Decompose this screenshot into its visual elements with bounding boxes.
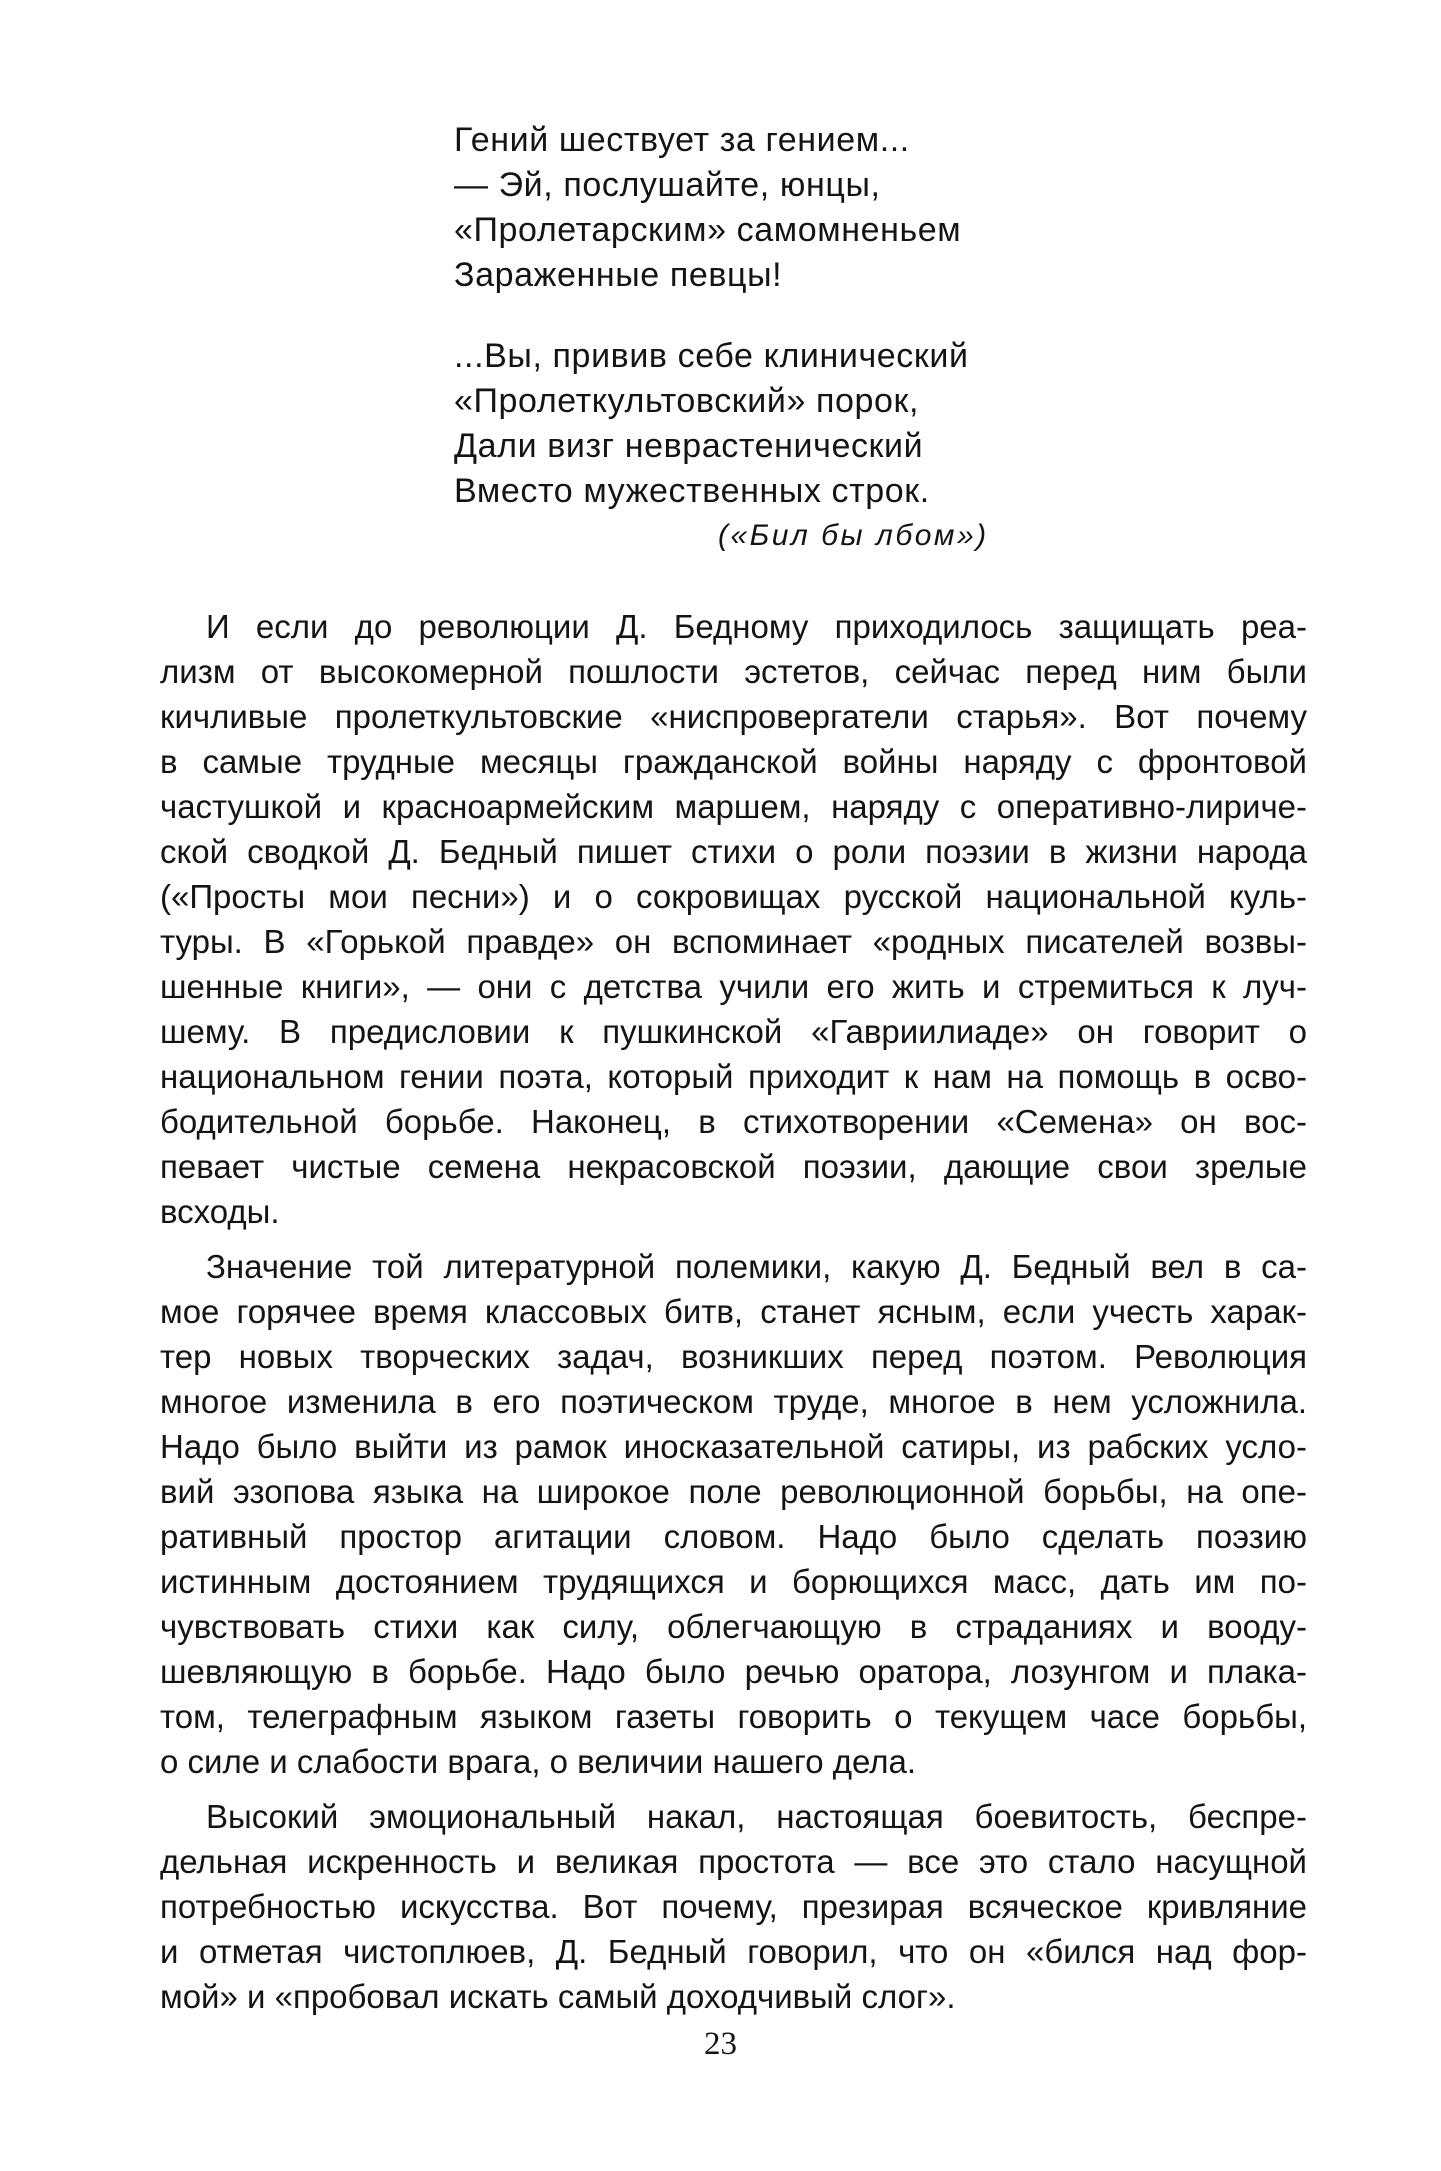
text-line: тер новых творческих задач, возникших перед поэтом. Революция: [160, 1338, 1307, 1375]
text-line: шему. В предисловии к пушкинской «Гавриилиаде» он говорит о: [160, 1013, 1307, 1050]
text-line: о силе и слабости врага, о величии нашего дела.: [160, 1743, 917, 1780]
poem-citation: («Бил бы лбом»): [718, 519, 989, 552]
paragraph: [160, 1244, 1307, 1784]
poem-line: Зараженные певцы!: [454, 256, 783, 294]
poem-line: ...Вы, привив себе клинический: [454, 337, 969, 375]
text-line: («Просты мои песни») и о сокровищах русской национальной куль-: [160, 878, 1307, 915]
text-line: кичливые пролеткультовские «ниспровергатели старья». Вот почему: [160, 698, 1307, 735]
page-number: 23: [704, 2026, 737, 2062]
poem-line: — Эй, послушайте, юнцы,: [454, 166, 881, 204]
text-line: шенные книги», — они с детства учили его жить и стремиться к луч-: [160, 968, 1307, 1005]
body-text: [160, 604, 1307, 2029]
text-line: Значение той литературной полемики, какую Д. Бедный вел в са-: [206, 1248, 1307, 1285]
poem-line: «Пролеткультовский» порок,: [454, 382, 920, 420]
text-line: частушкой и красноармейским маршем, наряду с оперативно-лириче-: [160, 788, 1307, 825]
text-line: лизм от высокомерной пошлости эстетов, сейчас перед ним были: [160, 653, 1307, 690]
text-line: ской сводкой Д. Бедный пишет стихи о роли поэзии в жизни народа: [160, 833, 1307, 870]
text-line: певает чистые семена некрасовской поэзии, дающие свои зрелые: [160, 1148, 1307, 1185]
text-line: мое горячее время классовых битв, станет ясным, если учесть харак-: [160, 1293, 1307, 1330]
text-line: И если до революции Д. Бедному приходилось защищать реа-: [206, 608, 1307, 645]
text-line: вий эзопова языка на широкое поле революционной борьбы, на опе-: [160, 1473, 1307, 1510]
poem-excerpt: [454, 118, 1214, 550]
text-line: бодительной борьбе. Наконец, в стихотворении «Семена» он вос-: [160, 1103, 1307, 1140]
text-line: в самые трудные месяцы гражданской войны наряду с фронтовой: [160, 743, 1307, 780]
text-line: многое изменила в его поэтическом труде, многое в нем усложнила.: [160, 1383, 1307, 1420]
text-line: шевляющую в борьбе. Надо было речью оратора, лозунгом и плака-: [160, 1653, 1307, 1690]
text-line: Высокий эмоциональный накал, настоящая боевитость, беспре-: [206, 1798, 1307, 1835]
poem-line: «Пролетарским» самомненьем: [454, 211, 962, 249]
text-line: и отметая чистоплюев, Д. Бедный говорил, что он «бился над фор-: [160, 1933, 1307, 1970]
paragraph: [160, 1794, 1307, 2019]
poem-stanza: [454, 334, 1214, 514]
text-line: мой» и «пробовал искать самый доходчивый слог».: [160, 1978, 956, 2015]
poem-stanza: [454, 118, 1214, 298]
text-line: национальном гении поэта, который приходит к нам на помощь в осво-: [160, 1058, 1307, 1095]
poem-line: Дали визг неврастенический: [454, 427, 924, 465]
text-line: чувствовать стихи как силу, облегчающую в страданиях и вооду-: [160, 1608, 1307, 1645]
text-line: Надо было выйти из рамок иносказательной сатиры, из рабских усло-: [160, 1428, 1307, 1465]
text-line: дельная искренность и великая простота — все это стало насущной: [160, 1843, 1307, 1880]
text-line: потребностью искусства. Вот почему, презирая всяческое кривляние: [160, 1888, 1307, 1925]
text-line: том, телеграфным языком газеты говорить о текущем часе борьбы,: [160, 1698, 1307, 1735]
text-line: всходы.: [160, 1193, 280, 1230]
text-line: туры. В «Горькой правде» он вспоминает «родных писателей возвы-: [160, 923, 1307, 960]
text-line: истинным достоянием трудящихся и борющихся масс, дать им по-: [160, 1563, 1307, 1600]
text-line: ративный простор агитации словом. Надо было сделать поэзию: [160, 1518, 1307, 1555]
poem-line: Вместо мужественных строк.: [454, 472, 930, 510]
paragraph: [160, 604, 1307, 1234]
poem-line: Гений шествует за гением...: [454, 121, 910, 159]
